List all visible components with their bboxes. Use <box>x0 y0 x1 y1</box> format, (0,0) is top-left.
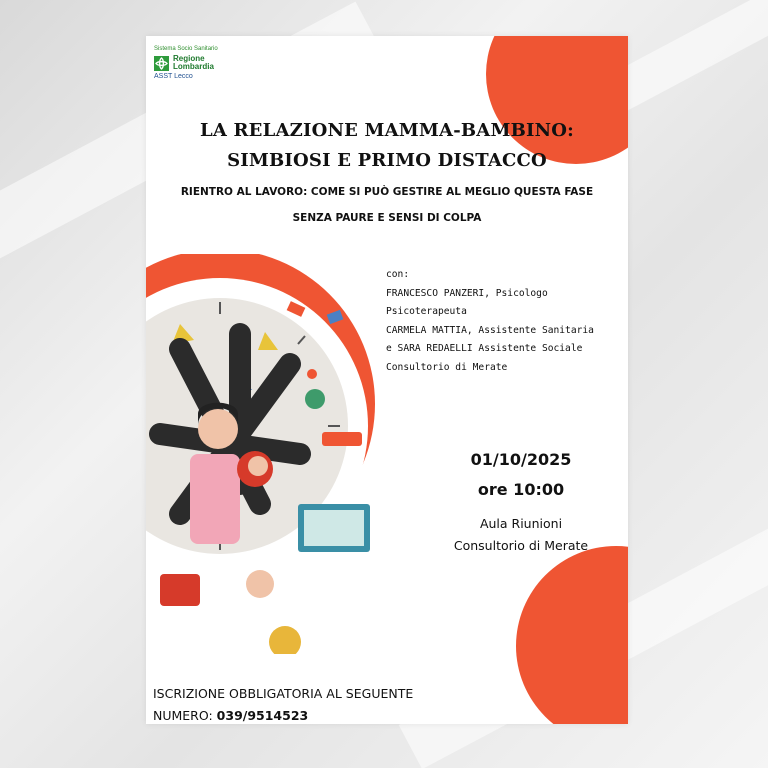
logo-top-line: Sistema Socio Sanitario <box>154 46 218 52</box>
number-label: NUMERO: <box>153 708 217 723</box>
title-line1: LA RELAZIONE MAMMA-BAMBINO: <box>200 120 574 141</box>
subtitle-line2: SENZA PAURE E SENSI DI COLPA <box>292 212 482 224</box>
logo-name-line1: Regione <box>173 54 205 63</box>
speakers-line: e SARA REDAELLI Assistente Sociale <box>386 343 583 355</box>
speakers-list <box>386 266 594 378</box>
logo-name-line2: Lombardia <box>173 62 214 71</box>
regione-lombardia-logo <box>154 46 218 80</box>
mother-child-illustration <box>146 254 400 658</box>
event-time: ore 10:00 <box>477 480 565 499</box>
speakers-line: Psicoterapeuta <box>386 306 467 318</box>
logo-sub: ASST Lecco <box>154 73 193 80</box>
event-date: 01/10/2025 <box>470 450 572 469</box>
speakers-line: CARMELA MATTIA, Assistente Sanitaria <box>386 324 594 336</box>
registration-note: ISCRIZIONE OBBLIGATORIA AL SEGUENTE <box>153 686 414 701</box>
speakers-line: FRANCESCO PANZERI, Psicologo <box>386 287 548 299</box>
event-poster <box>146 36 628 724</box>
subtitle-line1: RIENTRO AL LAVORO: COME SI PUÒ GESTIRE AL MEGLIO QUESTA FASE <box>180 186 594 198</box>
event-room: Aula Riunioni <box>479 516 563 531</box>
lombardia-rose-icon <box>154 56 169 71</box>
decorative-circle-top-right <box>486 36 628 164</box>
speakers-line: con: <box>386 269 410 280</box>
event-venue: Consultorio di Merate <box>453 538 589 553</box>
speakers-line: Consultorio di Merate <box>386 361 508 373</box>
decorative-circle-bottom-right <box>516 546 628 724</box>
registration-number-line <box>153 708 308 723</box>
phone-number: 039/9514523 <box>216 708 309 723</box>
title-line2: SIMBIOSI E PRIMO DISTACCO <box>227 150 547 171</box>
